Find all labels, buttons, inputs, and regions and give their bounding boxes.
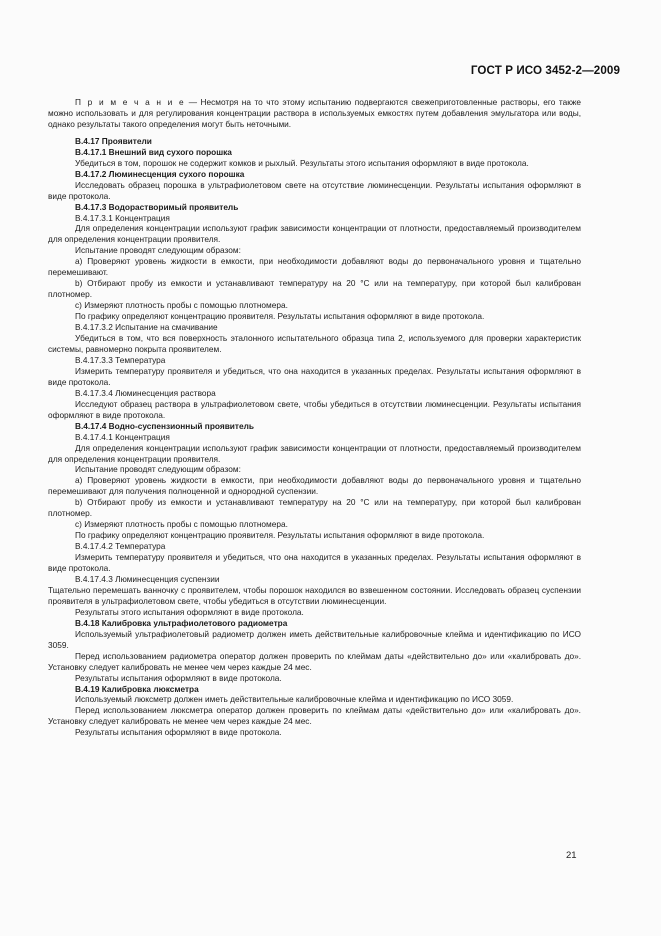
body-paragraph: В.4.17.4.1 Концентрация <box>75 431 170 442</box>
section-heading: В.4.17 Проявители <box>75 135 152 146</box>
body-paragraph: Исследовать образец порошка в ультрафиолетовом свете на отсутствие люминесценции. Результаты испытания оформляют в виде протокола. <box>48 179 581 201</box>
body-paragraph: Для определения концентрации используют график зависимости концентрации от плотности, предоставляемый производителем для определения концентрации проявителя. <box>48 223 581 245</box>
paragraph-list <box>48 136 581 738</box>
section-heading: В.4.17.4 Водно-суспензионный проявитель <box>75 420 254 431</box>
body-paragraph: В.4.17.4.2 Температура <box>75 541 166 552</box>
body-paragraph: Результаты испытания оформляют в виде протокола. <box>75 672 282 683</box>
body-paragraph: В.4.17.3.2 Испытание на смачивание <box>75 322 218 333</box>
document-body <box>48 97 581 738</box>
page-number: 21 <box>566 850 577 861</box>
body-paragraph: Результаты этого испытания оформляют в виде протокола. <box>75 606 304 617</box>
body-paragraph: c) Измеряют плотность пробы с помощью плотномера. <box>75 519 288 530</box>
section-heading: В.4.17.3 Водорастворимый проявитель <box>75 201 239 212</box>
section-heading: В.4.17.2 Люминесценция сухого порошка <box>75 168 245 179</box>
body-paragraph: Испытание проводят следующим образом: <box>75 464 241 475</box>
body-paragraph: По графику определяют концентрацию проявителя. Результаты испытания оформляют в виде протокола. <box>75 530 485 541</box>
body-paragraph: Перед использованием радиометра оператор должен проверить по клеймам даты «действительно до» или «калибровать до». Установку следует калибровать не менее чем через каждые 24 мес. <box>48 650 581 672</box>
body-paragraph: Измерить температуру проявителя и убедиться, что она находится в указанных пределах. Результаты испытания оформляют в виде протокола. <box>48 365 581 387</box>
body-paragraph: Тщательно перемешать ванночку с проявителем, чтобы порошок находился во взвешенном состоянии. Исследовать образец суспензии проявителя в ультрафиолетовом свете, чтобы убедиться в отсутствии люминесценции. <box>48 584 581 606</box>
document-header: ГОСТ Р ИСО 3452-2—2009 <box>470 64 620 77</box>
body-paragraph: Измерить температуру проявителя и убедиться, что она находится в указанных пределах. Результаты испытания оформляют в виде протокола. <box>48 552 581 574</box>
note-paragraph <box>48 97 581 130</box>
body-paragraph: В.4.17.3.4 Люминесценция раствора <box>75 387 216 398</box>
note-label: П р и м е ч а н и е <box>75 97 186 107</box>
section-heading: В.4.19 Калибровка люксметра <box>75 683 199 694</box>
body-paragraph: a) Проверяют уровень жидкости в емкости, при необходимости добавляют воды до первоначального уровня и тщательно перемешивают. <box>48 256 581 278</box>
body-paragraph: Исследуют образец раствора в ультрафиолетовом свете, чтобы убедиться в отсутствии люминесценции. Результаты испытания оформляют в виде протокола. <box>48 398 581 420</box>
note-text: — Несмотря на то что этому испытанию подвергаются свежеприготовленные растворы, его также можно использовать и для регулирования концентрации раствора в используемых емкостях путем добавления эмульгатора или воды, однако результаты такого определения могут быть неточными. <box>48 97 581 129</box>
body-paragraph: Результаты испытания оформляют в виде протокола. <box>75 727 282 738</box>
body-paragraph: В.4.17.3.3 Температура <box>75 354 166 365</box>
body-paragraph: c) Измеряют плотность пробы с помощью плотномера. <box>75 300 288 311</box>
body-paragraph: Перед использованием люксметра оператор должен проверить по клеймам даты «действительно до» или «калибровать до». Установку следует калибровать не менее чем через каждые 24 мес. <box>48 705 581 727</box>
section-heading: В.4.17.1 Внешний вид сухого порошка <box>75 146 232 157</box>
body-paragraph: b) Отбирают пробу из емкости и устанавливают температуру на 20 °С или на температуру, при которой был калиброван плотномер. <box>48 497 581 519</box>
body-paragraph: В.4.17.3.1 Концентрация <box>75 212 170 223</box>
body-paragraph: В.4.17.4.3 Люминесценция суспензии <box>75 573 220 584</box>
body-paragraph: a) Проверяют уровень жидкости в емкости, при необходимости добавляют воды до первоначального уровня и тщательно перемешивают для получения полноценной и однородной суспензии. <box>48 475 581 497</box>
section-heading: В.4.18 Калибровка ультрафиолетового радиометра <box>75 617 288 628</box>
body-paragraph: Для определения концентрации используют график зависимости концентрации от плотности, предоставляемый производителем для определения концентрации проявителя. <box>48 442 581 464</box>
body-paragraph: Убедиться в том, порошок не содержит комков и рыхлый. Результаты этого испытания оформляют в виде протокола. <box>75 157 529 168</box>
body-paragraph: b) Отбирают пробу из емкости и устанавливают температуру на 20 °С или на температуру, при которой был калиброван плотномер. <box>48 278 581 300</box>
body-paragraph: Убедиться в том, что вся поверхность эталонного испытательного образца типа 2, используемого для проверки характеристик системы, равномерно покрыта проявителем. <box>48 333 581 354</box>
body-paragraph: Используемый люксметр должен иметь действительные калибровочные клейма и идентификацию по ИСО 3059. <box>75 694 514 705</box>
body-paragraph: Испытание проводят следующим образом: <box>75 245 241 256</box>
body-paragraph: По графику определяют концентрацию проявителя. Результаты испытания оформляют в виде протокола. <box>75 311 485 322</box>
body-paragraph: Используемый ультрафиолетовый радиометр должен иметь действительные калибровочные клейма и идентификацию по ИСО 3059. <box>48 628 581 650</box>
